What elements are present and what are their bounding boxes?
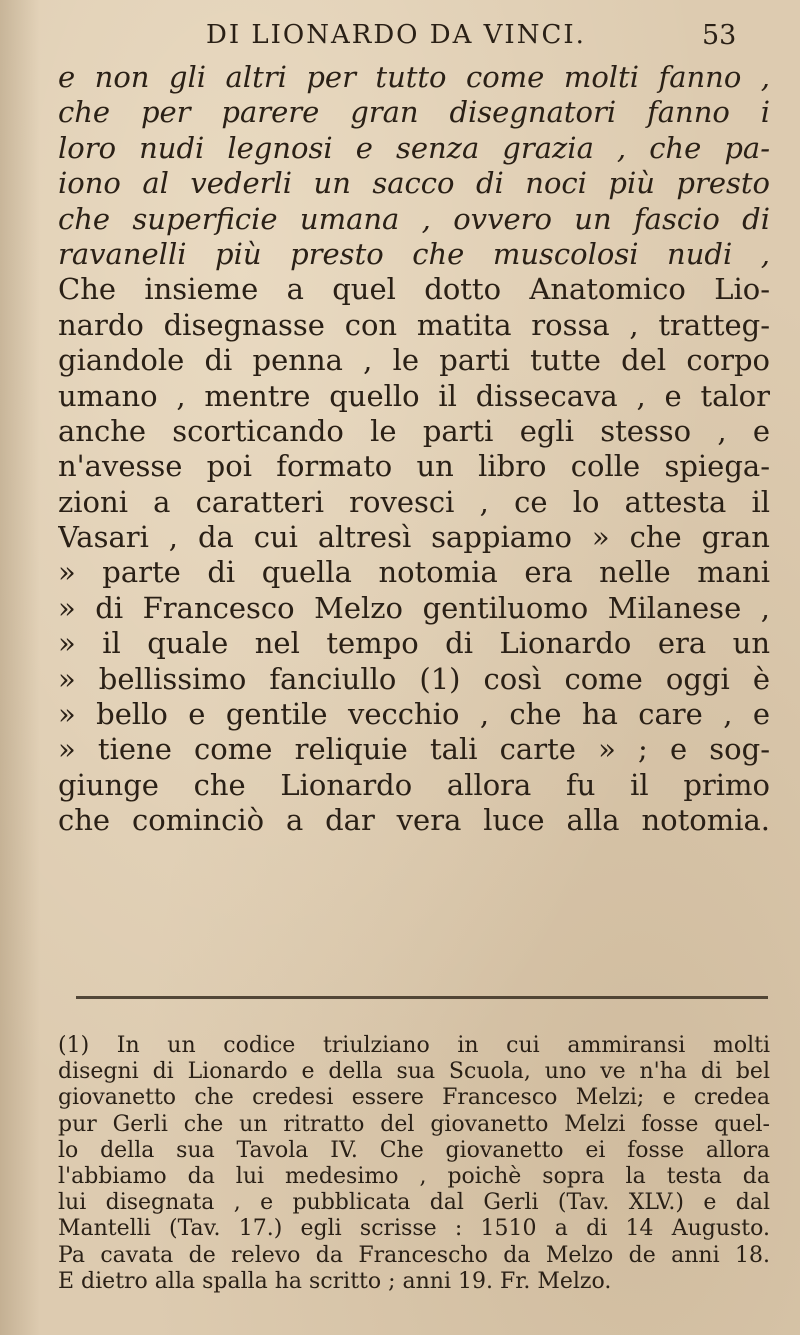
footnote-line: disegni di Lionardo e della sua Scuola, uno ve n'ha di bel xyxy=(58,1059,770,1085)
main-text xyxy=(58,60,770,839)
page-number: 53 xyxy=(702,20,737,51)
text-line: umano , mentre quello il dissecava , e talor xyxy=(58,378,770,413)
text-line: loro nudi legnosi e senza grazia , che pa- xyxy=(58,130,770,165)
text-line: e non gli altri per tutto come molti fanno , xyxy=(58,60,770,94)
footnote-divider xyxy=(76,996,768,999)
text-line: anche scorticando le parti egli stesso , e xyxy=(58,413,770,448)
text-line: Che insieme a quel dotto Anatomico Lio- xyxy=(58,272,770,307)
footnote-line: Mantelli (Tav. 17.) egli scrisse : 1510 a di 14 Augusto. xyxy=(58,1216,770,1242)
text-line: » di Francesco Melzo gentiluomo Milanese , xyxy=(58,590,770,625)
footnote xyxy=(58,1033,770,1295)
text-line: » bello e gentile vecchio , che ha care , e xyxy=(58,697,770,732)
page-header xyxy=(0,20,800,60)
text-line: giunge che Lionardo allora fu il primo xyxy=(58,767,770,802)
text-line: nardo disegnasse con matita rossa , tratteg- xyxy=(58,307,770,342)
running-head: DI LIONARDO DA VINCI. xyxy=(206,20,586,50)
text-line: Vasari , da cui altresì sappiamo » che gran xyxy=(58,520,770,555)
text-line: » il quale nel tempo di Lionardo era un xyxy=(58,626,770,661)
page-gutter-shadow xyxy=(0,0,40,1335)
footnote-line: pur Gerli che un ritratto del giovanetto Melzi fosse quel- xyxy=(58,1111,770,1137)
footnote-line: l'abbiamo da lui medesimo , poichè sopra la testa da xyxy=(58,1163,770,1189)
text-line: che cominciò a dar vera luce alla notomia. xyxy=(58,803,770,838)
footnote-line: (1) In un codice triulziano in cui ammiransi molti xyxy=(58,1033,770,1058)
text-line: giandole di penna , le parti tutte del corpo xyxy=(58,343,770,378)
footnote-line: Pa cavata de relevo da Francescho da Melzo de anni 18. xyxy=(58,1242,770,1268)
text-line: » bellissimo fanciullo (1) così come oggi è xyxy=(58,661,770,696)
text-line: iono al vederli un sacco di noci più presto xyxy=(58,166,770,201)
text-line: n'avesse poi formato un libro colle spiega- xyxy=(58,449,770,484)
footnote-line: lo della sua Tavola IV. Che giovanetto ei fosse allora xyxy=(58,1137,770,1163)
footnote-line: E dietro alla spalla ha scritto ; anni 19. Fr. Melzo. xyxy=(58,1268,612,1294)
text-line: ravanelli più presto che muscolosi nudi , xyxy=(58,236,770,271)
text-line: che per parere gran disegnatori fanno i xyxy=(58,95,770,130)
text-line: » parte di quella notomia era nelle mani xyxy=(58,555,770,590)
text-line: che superficie umana , ovvero un fascio di xyxy=(58,201,770,236)
text-line: zioni a caratteri rovesci , ce lo attesta il xyxy=(58,484,770,519)
footnote-line: giovanetto che credesi essere Francesco Melzi; e credea xyxy=(58,1085,770,1111)
footnote-line: lui disegnata , e pubblicata dal Gerli (Tav. XLV.) e dal xyxy=(58,1190,770,1216)
text-line: » tiene come reliquie tali carte » ; e sog- xyxy=(58,732,770,767)
